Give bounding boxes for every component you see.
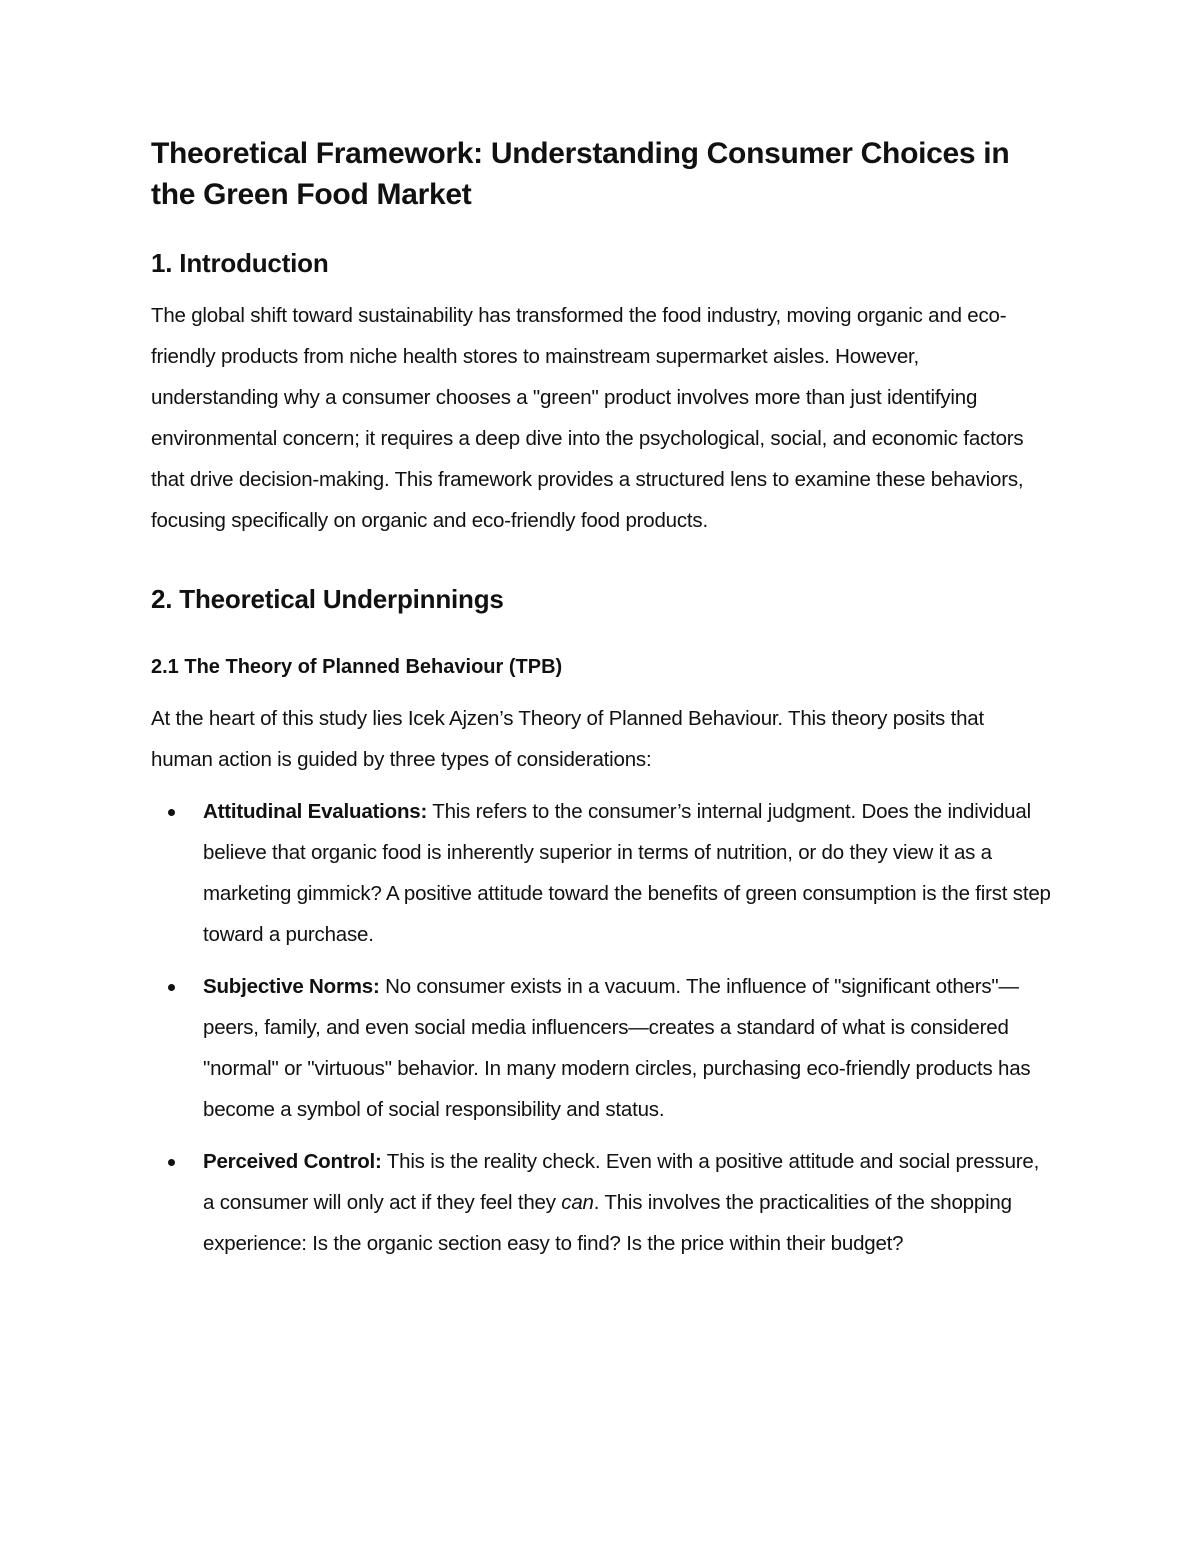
bullet-icon [168,984,175,991]
document-title: Theoretical Framework: Understanding Consumer Choices in the Green Food Market [151,137,1010,211]
bullet-label: Subjective Norms: [203,975,380,998]
tpb-intro-paragraph: At the heart of this study lies Icek Ajzen’s Theory of Planned Behaviour. This theory posits that human action is guided by three types of considerations: [151,707,984,771]
bullet-text-continued: . This involves the practicalities of the shopping experience: Is the organic section easy to find? Is the price within their budget? [203,1191,1012,1255]
bullet-text: This refers to the consumer’s internal judgment. Does the individual believe that organic food is inherently superior in terms of nutrition, or do they view it as a marketing gimmick? A positive attitude toward the benefits of green consumption is the first step toward a purchase. [203,800,1051,946]
section-heading-theoretical-underpinnings: 2. Theoretical Underpinnings [151,584,504,614]
bullet-icon [168,1159,175,1166]
subsection-heading-tpb: 2.1 The Theory of Planned Behaviour (TPB) [151,656,563,678]
section-heading-introduction: 1. Introduction [151,248,329,278]
bullet-text: No consumer exists in a vacuum. The influence of "significant others"—peers, family, and even social media influencers—creates a standard of what is considered "normal" or "virtuous" behavior. In many modern circles, purchasing eco-friendly products has become a symbol of social responsibility and status. [203,975,1031,1121]
introduction-paragraph: The global shift toward sustainability has transformed the food industry, moving organic and eco-friendly products from niche health stores to mainstream supermarket aisles. However, understanding why a consumer chooses a "green" product involves more than just identifying environmental concern; it requires a deep dive into the psychological, social, and economic factors that drive decision-making. This framework provides a structured lens to examine these behaviors, focusing specifically on organic and eco-friendly food products. [151,304,1024,532]
bullet-label: Attitudinal Evaluations: [203,800,428,823]
bullet-label: Perceived Control: [203,1150,382,1173]
document-page [151,133,1051,1275]
bullet-icon [168,809,175,816]
bullet-emphasis: can [561,1191,594,1214]
list-item-attitudinal-evaluations [151,791,1051,955]
tpb-considerations-list [151,791,1051,1264]
list-item-perceived-control [151,1141,1051,1264]
bullet-text: This is the reality check. Even with a positive attitude and social pressure, a consumer will only act if they feel they [203,1150,1040,1214]
list-item-subjective-norms [151,966,1051,1130]
